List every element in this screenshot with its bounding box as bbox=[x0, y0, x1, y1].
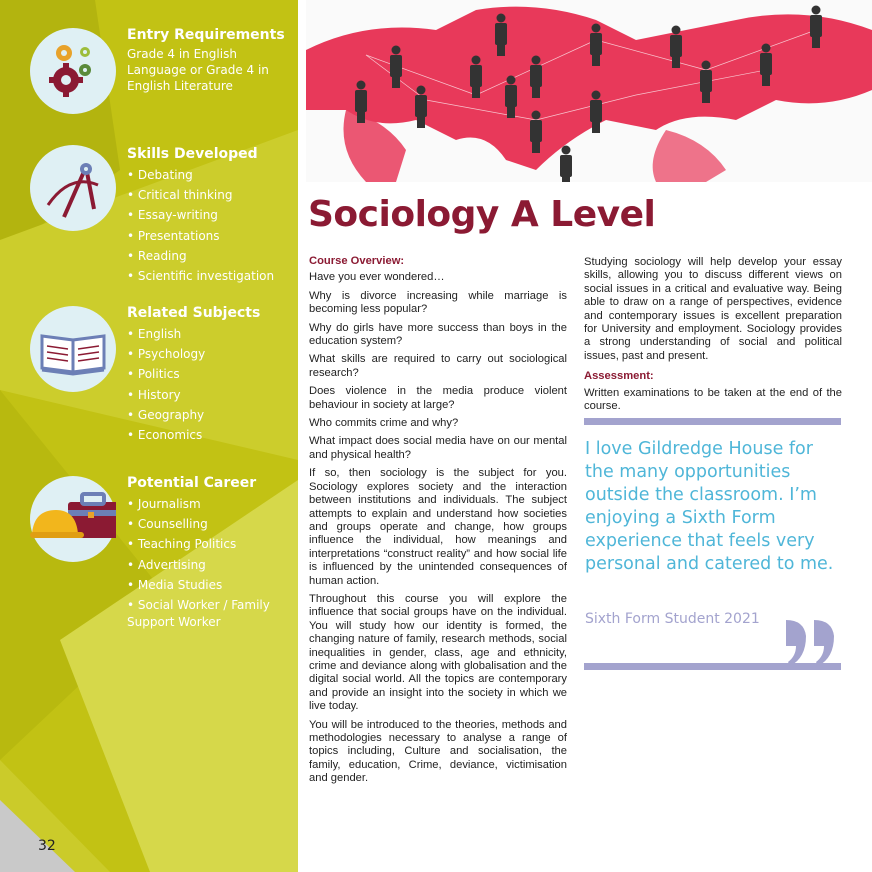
entry-requirements-circle bbox=[30, 28, 116, 114]
closing-quote-icon bbox=[782, 618, 842, 668]
course-paragraph: Have you ever wondered… bbox=[309, 271, 445, 284]
skill-item: • Critical thinking bbox=[127, 185, 274, 205]
career-item: • Journalism bbox=[127, 494, 292, 514]
entry-requirements-line: Grade 4 in English bbox=[127, 47, 237, 61]
skill-item: • Presentations bbox=[127, 226, 274, 246]
world-map-people-image bbox=[306, 0, 872, 182]
person-figure bbox=[560, 146, 572, 183]
career-item: • Media Studies bbox=[127, 575, 292, 595]
skill-item: • Debating bbox=[127, 165, 274, 185]
entry-requirements-heading: Entry Requirements bbox=[127, 27, 285, 43]
skill-item: • Essay-writing bbox=[127, 205, 274, 225]
course-paragraph: Studying sociology will help develop your essay skills, allowing you to discuss different views on social issues in a critical and evaluative way. Being able to draw on a range of perspectives, evidence and contemporary issues is excellent preparation for University and employment. Sociology provides a strong understanding of social and political issues, past and present. bbox=[584, 256, 842, 362]
world-map-illustration bbox=[306, 0, 872, 182]
page-number: 32 bbox=[38, 838, 56, 854]
quote-top-rule bbox=[584, 418, 841, 425]
related-subjects-heading: Related Subjects bbox=[127, 305, 261, 321]
career-item: • Counselling bbox=[127, 514, 292, 534]
course-overview-heading: Course Overview: bbox=[309, 255, 405, 267]
career-circle bbox=[30, 476, 116, 562]
entry-requirements-line: Language or Grade 4 in bbox=[127, 63, 269, 77]
related-subject-item: • Psychology bbox=[127, 344, 260, 364]
course-paragraph: If so, then sociology is the subject for you. Sociology explores society and the interaction between institutions and individuals. The subject attempts to explain and understand how societies and groups operate and change, how groups influence the individual, how meanings and interpretations “construct reality” and how social life is influenced by the unintended consequences of human action. bbox=[309, 467, 567, 587]
course-paragraph: Why do girls have more success than boys in the education system? bbox=[309, 321, 567, 348]
hardhat-briefcase-icon bbox=[30, 476, 116, 562]
compass-icon bbox=[30, 145, 116, 231]
related-subject-item: • History bbox=[127, 385, 260, 405]
page-title: Sociology A Level bbox=[308, 194, 656, 235]
sidebar bbox=[0, 0, 298, 872]
related-subject-item: • Geography bbox=[127, 405, 260, 425]
related-subject-item: • English bbox=[127, 324, 260, 344]
skills-circle bbox=[30, 145, 116, 231]
career-item: • Advertising bbox=[127, 555, 292, 575]
quote-bottom-rule bbox=[584, 663, 841, 670]
assessment-heading: Assessment: bbox=[584, 370, 654, 383]
course-column-right bbox=[584, 256, 842, 418]
skills-section bbox=[127, 145, 274, 286]
entry-requirements-line: English Literature bbox=[127, 79, 233, 93]
course-paragraph: What skills are required to carry out sociological research? bbox=[309, 353, 567, 379]
related-subject-item: • Economics bbox=[127, 425, 260, 445]
career-heading: Potential Career bbox=[127, 475, 257, 491]
skill-item: • Reading bbox=[127, 246, 274, 266]
course-paragraph: Throughout this course you will explore the influence that social groups have on the individual. You will study how our identity is formed, the changing nature of family, research methods, social inequalities in gender, class, age and ethnicity, crime and deviance along with globalisation and the digital social world. All the topics are contemporary and provide an insight into the society in which we live today. bbox=[309, 592, 567, 713]
career-item: • Social Worker / Family Support Worker bbox=[127, 595, 292, 631]
course-paragraph: Who commits crime and why? bbox=[309, 417, 459, 430]
course-paragraph: Does violence in the media produce violent behaviour in society at large? bbox=[309, 385, 567, 411]
related-subjects-section bbox=[127, 304, 260, 445]
assessment-text: Written examinations to be taken at the end of the course. bbox=[584, 386, 842, 413]
quote-attribution: Sixth Form Student 2021 bbox=[585, 611, 760, 627]
student-quote: I love Gildredge House for the many opportunities outside the classroom. I’m enjoying a Sixth Form experience that feels very personal and catered to me. bbox=[585, 439, 834, 574]
course-paragraph: You will be introduced to the theories, methods and methodologies necessary to analyse a range of topics including, Culture and socialisation, the family, education, Crime, deviance, victimisation and gender. bbox=[309, 718, 567, 785]
course-paragraph: What impact does social media have on our mental and physical health? bbox=[309, 435, 567, 461]
gears-icon bbox=[30, 28, 116, 114]
skills-heading: Skills Developed bbox=[127, 146, 258, 162]
open-book-icon bbox=[30, 306, 116, 392]
skill-item: • Scientific investigation bbox=[127, 266, 274, 286]
career-section bbox=[127, 474, 292, 631]
related-subjects-circle bbox=[30, 306, 116, 392]
related-subject-item: • Politics bbox=[127, 364, 260, 384]
course-paragraph: Why is divorce increasing while marriage is becoming less popular? bbox=[309, 289, 567, 316]
course-column-left bbox=[309, 255, 567, 791]
entry-requirements-section bbox=[127, 26, 285, 94]
career-item: • Teaching Politics bbox=[127, 534, 292, 554]
